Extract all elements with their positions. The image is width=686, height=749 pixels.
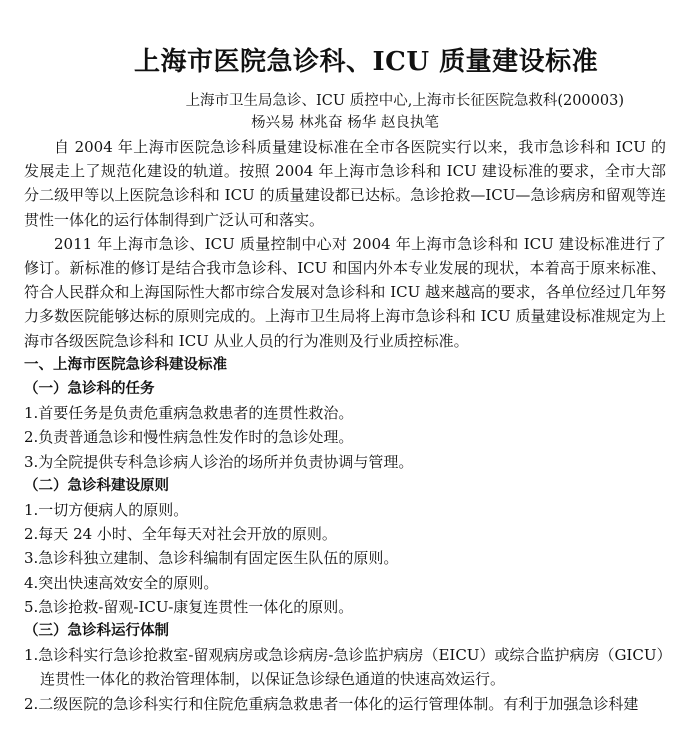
- subsection-heading: （一）急诊科的任务: [24, 381, 155, 398]
- list-item: 2.二级医院的急诊科实行和住院危重病急救患者一体化的运行管理体制。有利于加强急诊科建: [24, 694, 639, 713]
- list-item: 2.负责普通急诊和慢性病急性发作时的急诊处理。: [24, 428, 354, 447]
- author-list: 杨兴易 林兆奋 杨华 赵良执笔: [251, 115, 439, 131]
- list-item: 3.为全院提供专科急诊病人诊治的场所并负责协调与管理。: [24, 452, 414, 471]
- list-item: 1.首要任务是负责危重病急救患者的连贯性救治。: [24, 404, 354, 423]
- subsection-heading: （三）急诊科运行体制: [24, 623, 169, 640]
- document-body: [24, 135, 672, 716]
- section-heading: 一、上海市医院急诊科建设标准: [24, 356, 227, 373]
- intro-paragraph: 自 2004 年上海市医院急诊科质量建设标准在全市各医院实行以来，我市急诊科和 ICU 的发展走上了规范化建设的轨道。按照 2004 年上海市急诊科和 ICU 建设标准的要求，全市大部分二级甲等以上医院急诊科和 ICU 的质量建设都已达标。急诊抢救—ICU—急诊病房和留观等连贯性一体化的运行体制得到广泛认可和落实。: [24, 138, 666, 229]
- subsection-heading: （二）急诊科建设原则: [24, 477, 169, 494]
- author-affiliation: 上海市卫生局急诊、ICU 质控中心,上海市长征医院急救科(200003): [185, 93, 624, 109]
- list-item: 4.突出快速高效安全的原则。: [24, 573, 219, 592]
- list-item: 3.急诊科独立建制、急诊科编制有固定医生队伍的原则。: [24, 549, 399, 568]
- list-item: 1.一切方便病人的原则。: [24, 501, 189, 520]
- revision-paragraph: 2011 年上海市急诊、ICU 质量控制中心对 2004 年上海市急诊科和 ICU 建设标准进行了修订。新标准的修订是结合我市急诊科、ICU 和国内外本专业发展的现状，本着高于原来标准、符合人民群众和上海国际性大都市综合发展对急诊科和 ICU 越来越高的要求，各单位经过几年努力多数医院能够达标的原则完成的。上海市卫生局将上海市急诊科和 ICU 质量建设标准规定为上海市各级医院急诊科和 ICU 从业人员的行为准则及行业质控标准。: [24, 234, 666, 350]
- list-item: 1.急诊科实行急诊抢救室-留观病房或急诊病房-急诊监护病房（EICU）或综合监护病房（GICU）: [24, 646, 672, 665]
- list-item: 2.每天 24 小时、全年每天对社会开放的原则。: [24, 525, 337, 544]
- list-item: 5.急诊抢救-留观-ICU-康复连贯性一体化的原则。: [24, 597, 354, 616]
- list-item-continuation: 连贯性一体化的救治管理体制，以保证急诊绿色通道的快速高效运行。: [40, 670, 506, 689]
- document-title: 上海市医院急诊科、ICU 质量建设标准: [134, 47, 599, 77]
